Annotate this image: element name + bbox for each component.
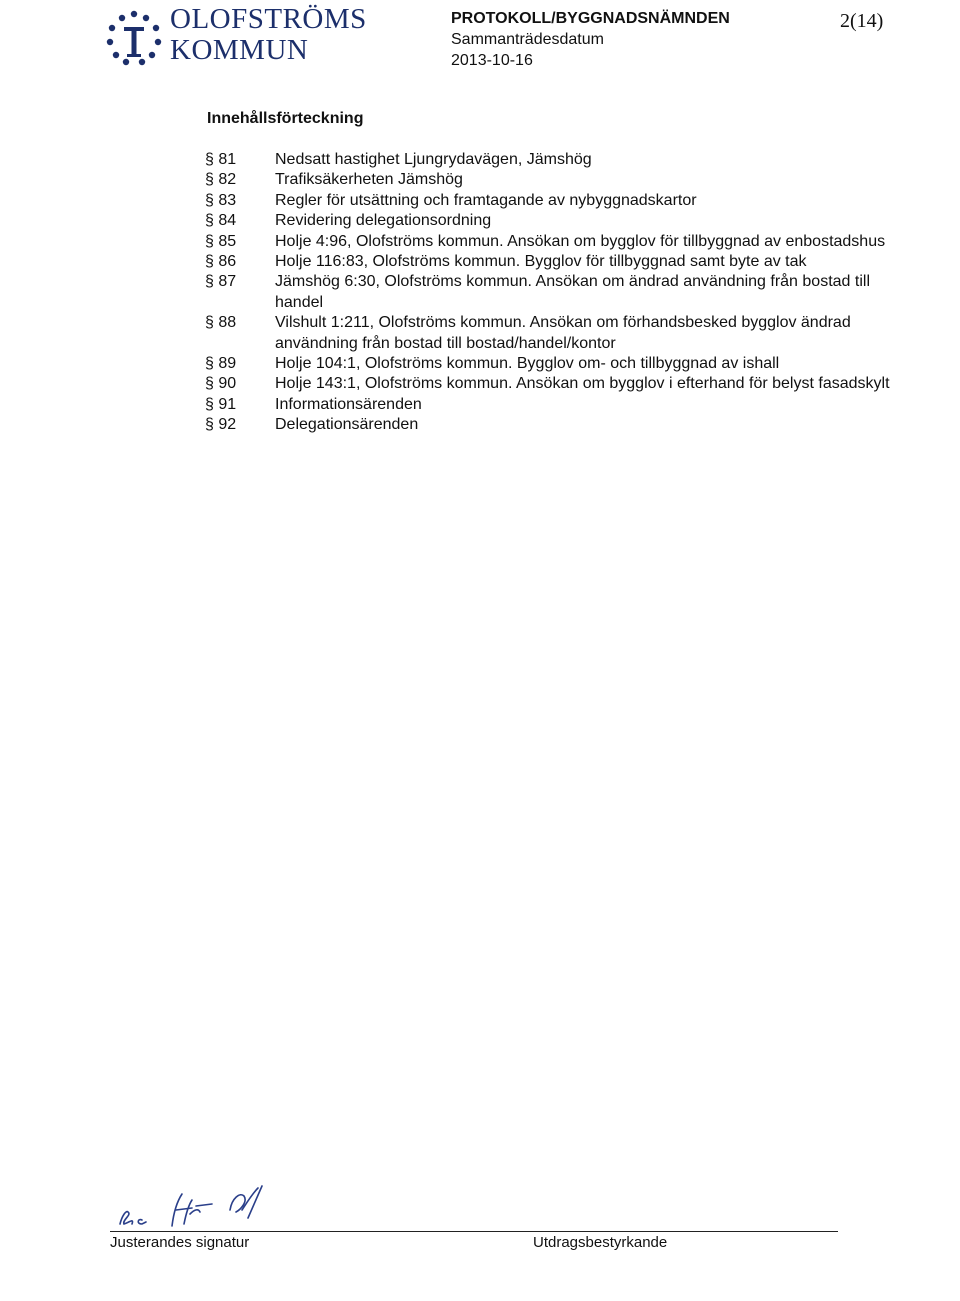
toc-item-title: Holje 104:1, Olofströms kommun. Bygglov om- och tillbyggnad av ishall <box>275 355 780 373</box>
toc-item <box>205 272 895 313</box>
toc-item-number: § 89 <box>205 355 237 373</box>
toc-item <box>205 374 895 394</box>
toc-item <box>205 191 895 211</box>
toc-item <box>205 395 895 415</box>
signature-line <box>110 1231 838 1232</box>
toc-item-title: Holje 116:83, Olofströms kommun. Bygglov för tillbyggnad samt byte av tak <box>275 253 807 271</box>
toc-item-number: § 83 <box>205 191 237 209</box>
utdragsbestyrkande-label: Utdragsbestyrkande <box>533 1234 668 1251</box>
toc-item <box>205 211 895 231</box>
toc-item-number: § 90 <box>205 375 237 393</box>
meeting-date: 2013-10-16 <box>451 52 533 69</box>
document-header <box>451 8 730 71</box>
meeting-date-label: Sammanträdesdatum <box>451 31 604 48</box>
toc-heading: Innehållsförteckning <box>207 110 364 127</box>
toc-item <box>205 354 895 374</box>
toc-item-title: Trafiksäkerheten Jämshög <box>275 171 463 189</box>
toc-item-title: Delegationsärenden <box>275 416 419 434</box>
toc-item <box>205 232 895 252</box>
toc-item-title: Informationsärenden <box>275 395 422 413</box>
toc-item-number: § 86 <box>205 253 237 271</box>
toc-item-title: Nedsatt hastighet Ljungrydavägen, Jämshög <box>275 151 592 168</box>
toc-item <box>205 252 895 272</box>
toc-item-number: § 91 <box>205 395 237 413</box>
justerandes-signatur-label: Justerandes signatur <box>110 1234 250 1251</box>
toc-item-number: § 92 <box>205 416 237 434</box>
toc-item-title: Holje 143:1, Olofströms kommun. Ansökan om bygglov i efterhand för belyst fasadskylt <box>275 375 890 393</box>
toc-item <box>205 313 895 354</box>
toc-list <box>205 150 895 436</box>
logo-line-2: KOMMUN <box>170 34 309 66</box>
toc-item <box>205 415 895 435</box>
toc-item-number: § 84 <box>205 212 237 230</box>
page-number: 2(14) <box>840 10 884 32</box>
toc-item-title: Revidering delegationsordning <box>275 212 492 230</box>
toc-item-number: § 85 <box>205 232 237 250</box>
toc-item-number: § 81 <box>205 151 237 168</box>
document-title: PROTOKOLL/BYGGNADSNÄMNDEN <box>451 10 730 27</box>
logo-wordmark <box>170 4 367 66</box>
logo-dots-icon <box>104 8 164 68</box>
toc-item-title: Vilshult 1:211, Olofströms kommun. Ansökan om förhandsbesked bygglov ändrad användning från bostad till bostad/handel/kontor <box>275 314 851 352</box>
toc-item <box>205 150 895 170</box>
toc-item-number: § 88 <box>205 314 237 332</box>
toc-item-title: Jämshög 6:30, Olofströms kommun. Ansökan om ändrad användning från bostad till handel <box>275 273 870 311</box>
municipality-logo <box>104 3 367 74</box>
toc-item <box>205 170 895 190</box>
toc-item-number: § 87 <box>205 273 237 291</box>
toc-item-title: Holje 4:96, Olofströms kommun. Ansökan om bygglov för tillbyggnad av enbostadshus <box>275 232 886 250</box>
toc-item-title: Regler för utsättning och framtagande av nybyggnadskartor <box>275 191 697 209</box>
toc-item-number: § 82 <box>205 171 237 189</box>
handwritten-signatures <box>112 1180 312 1230</box>
logo-line-1: OLOFSTRÖMS <box>170 3 367 35</box>
